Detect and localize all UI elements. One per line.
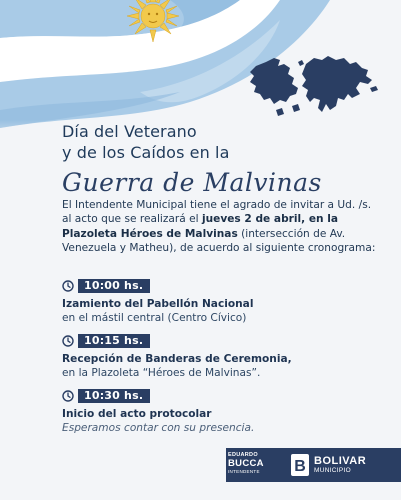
logo-letter: B [294, 458, 306, 475]
intro-text-2: (intersección de Av. Venezuela y Matheu), de acuerdo al siguiente cronograma: [62, 227, 376, 255]
footer-first-name: EDUARDO [228, 452, 258, 458]
schedule-item-2 [62, 333, 382, 380]
schedule-title: Inicio del acto protocolar [62, 408, 212, 420]
footer-city: BOLIVAR [314, 455, 367, 467]
clock-icon [62, 280, 74, 292]
clock-icon [62, 335, 74, 347]
footer-role: INTENDENTE [228, 469, 260, 474]
intro-text-1: El Intendente Municipal tiene el agrado de invitar a Ud. /s. al acto que se realizará el [62, 199, 372, 226]
schedule-title: Izamiento del Pabellón Nacional [62, 298, 254, 310]
time-badge: 10:30 hs. [78, 389, 150, 403]
intro-bold: jueves 2 de abril, en la Plazoleta Héroes de Malvinas [62, 213, 339, 240]
footer-last-name: BUCCA [228, 458, 264, 469]
title-line-2: y de los Caídos en la [62, 143, 230, 162]
malvinas-islands-map [248, 54, 382, 120]
time-badge: 10:15 hs. [78, 334, 150, 348]
title-script: Guerra de Malvinas [62, 168, 322, 197]
bolivar-b-logo [291, 454, 309, 476]
schedule-detail: en el mástil central (Centro Cívico) [62, 312, 247, 324]
footer-municipio: MUNICIPIO [314, 467, 352, 474]
schedule-detail: en la Plazoleta “Héroes de Malvinas”. [62, 367, 261, 379]
title-line-1: Día del Veterano [62, 122, 197, 141]
municipio-brand [314, 455, 366, 475]
intro-paragraph [62, 198, 382, 256]
time-badge: 10:00 hs. [78, 279, 150, 293]
schedule-item-3 [62, 388, 382, 435]
schedule-item-1 [62, 278, 382, 325]
intendente-signature [228, 452, 286, 475]
title-block [62, 121, 362, 197]
closing-message: Esperamos contar con su presencia. [62, 422, 255, 434]
clock-icon [62, 390, 74, 402]
schedule-title: Recepción de Banderas de Ceremonia, [62, 353, 292, 365]
